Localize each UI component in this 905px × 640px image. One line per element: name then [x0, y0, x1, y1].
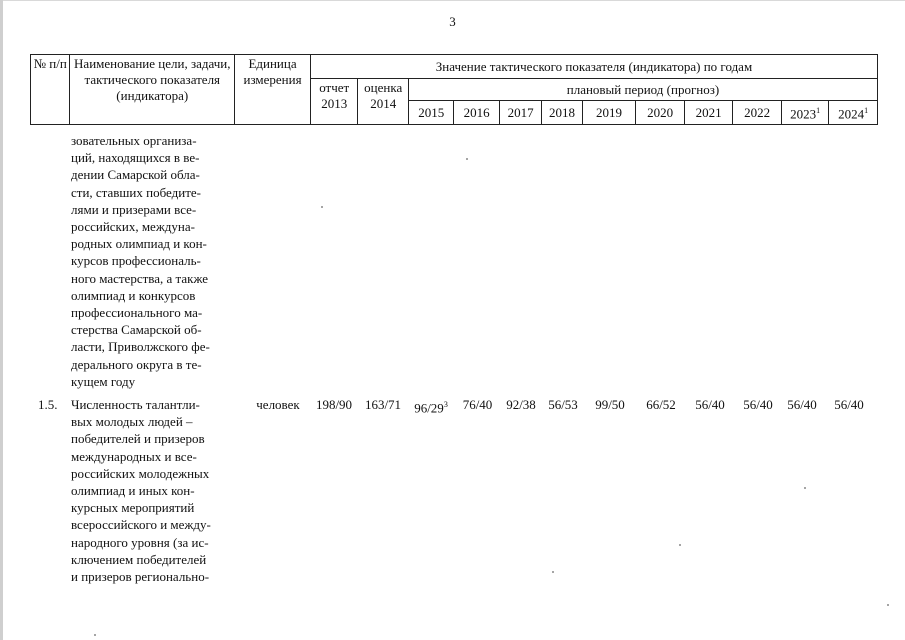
header-year: 2019 — [582, 101, 636, 125]
header-year: 2020 — [636, 101, 685, 125]
value-2018: 56/53 — [548, 397, 578, 412]
header-year-2023 — [781, 101, 829, 125]
text-line: российских молодежных — [71, 465, 210, 481]
row-number: 1.5. — [38, 397, 58, 412]
text-line: олимпиад и иных кон- — [71, 483, 195, 499]
value-text: 96/29 — [414, 400, 444, 416]
scan-speck — [679, 544, 681, 546]
text-line: ласти, Приволжского фе- — [71, 339, 210, 355]
header-year: 2018 — [542, 101, 582, 125]
header-report-label: отчет — [319, 80, 350, 95]
text-line: Численность талантли- — [71, 397, 200, 412]
value-2020: 66/52 — [646, 397, 676, 412]
text-line: ций, находящихся в ве- — [71, 150, 200, 166]
text-line: сти, ставших победите- — [71, 184, 201, 200]
footnote-mark: 1 — [816, 105, 821, 115]
text-line: зовательных организа- — [71, 133, 197, 148]
header-num: № п/п — [31, 55, 70, 125]
text-line: курсных мероприятий — [71, 500, 195, 516]
text-line: и призеров регионально- — [71, 569, 210, 585]
value-2013: 198/90 — [315, 397, 353, 412]
scan-speck — [94, 634, 96, 636]
page-number: 3 — [449, 14, 456, 29]
header-name: Наименование цели, задачи, тактического показателя (индикатора) — [70, 55, 235, 125]
header-year-text: 2024 — [838, 106, 865, 122]
text-line: международных и все- — [71, 448, 197, 464]
value-2024: 56/40 — [834, 397, 864, 412]
value-2017: 92/38 — [506, 397, 536, 412]
value-2021: 56/40 — [695, 397, 725, 412]
scan-speck — [321, 206, 323, 208]
value-2016: 76/40 — [462, 397, 493, 412]
page-top-edge — [0, 0, 905, 1]
header-year-text: 2023 — [790, 106, 817, 122]
scan-speck — [466, 158, 468, 160]
text-line: дении Самарской обла- — [71, 167, 200, 183]
header-report — [310, 79, 358, 125]
text-line: ного мастерства, а также — [71, 270, 209, 286]
header-year-2024 — [829, 101, 878, 125]
text-line: вых молодых людей – — [71, 414, 193, 430]
scan-speck — [887, 604, 889, 606]
text-line: олимпиад и конкурсов — [71, 287, 196, 303]
text-line: стерства Самарской об- — [71, 322, 202, 338]
header-year: 2016 — [454, 101, 499, 125]
text-line: народного уровня (за ис- — [71, 534, 209, 550]
header-plan-label: плановый период (прогноз) — [408, 79, 877, 101]
header-estimate-label: оценка — [364, 80, 403, 95]
header-estimate-year: 2014 — [370, 96, 397, 111]
value-2014: 163/71 — [364, 397, 402, 412]
row-unit: человек — [256, 397, 300, 412]
header-report-year: 2013 — [321, 96, 348, 111]
text-line: родных олимпиад и кон- — [71, 236, 207, 252]
value-2019: 99/50 — [595, 397, 625, 412]
header-year: 2021 — [684, 101, 733, 125]
value-2022: 56/40 — [743, 397, 773, 412]
text-line: лями и призерами все- — [71, 201, 197, 217]
row-description — [71, 396, 241, 585]
text-line: курсов профессиональ- — [71, 253, 201, 269]
header-year: 2015 — [408, 101, 453, 125]
footnote-mark: 3 — [443, 400, 448, 409]
text-line: российских, междуна- — [71, 219, 195, 235]
text-line: всероссийского и между- — [71, 517, 211, 533]
text-line: профессионального ма- — [71, 305, 203, 321]
header-values-title: Значение тактического показателя (индикатора) по годам — [310, 55, 877, 79]
header-unit: Единица измерения — [235, 55, 311, 125]
value-2023: 56/40 — [787, 397, 817, 412]
text-line: дерального округа в те- — [71, 356, 202, 372]
text-line: победителей и призеров — [71, 431, 205, 447]
text-line: кущем году — [71, 373, 136, 389]
header-year: 2017 — [499, 101, 541, 125]
value-2015 — [407, 396, 455, 416]
footnote-mark: 1 — [864, 105, 869, 115]
header-year: 2022 — [733, 101, 782, 125]
indicator-table-header — [30, 54, 878, 125]
scan-speck — [804, 487, 806, 489]
continued-description — [71, 132, 241, 390]
text-line: ключением победителей — [71, 551, 207, 567]
header-estimate — [358, 79, 409, 125]
scan-speck — [552, 571, 554, 573]
page-left-edge — [0, 0, 3, 640]
